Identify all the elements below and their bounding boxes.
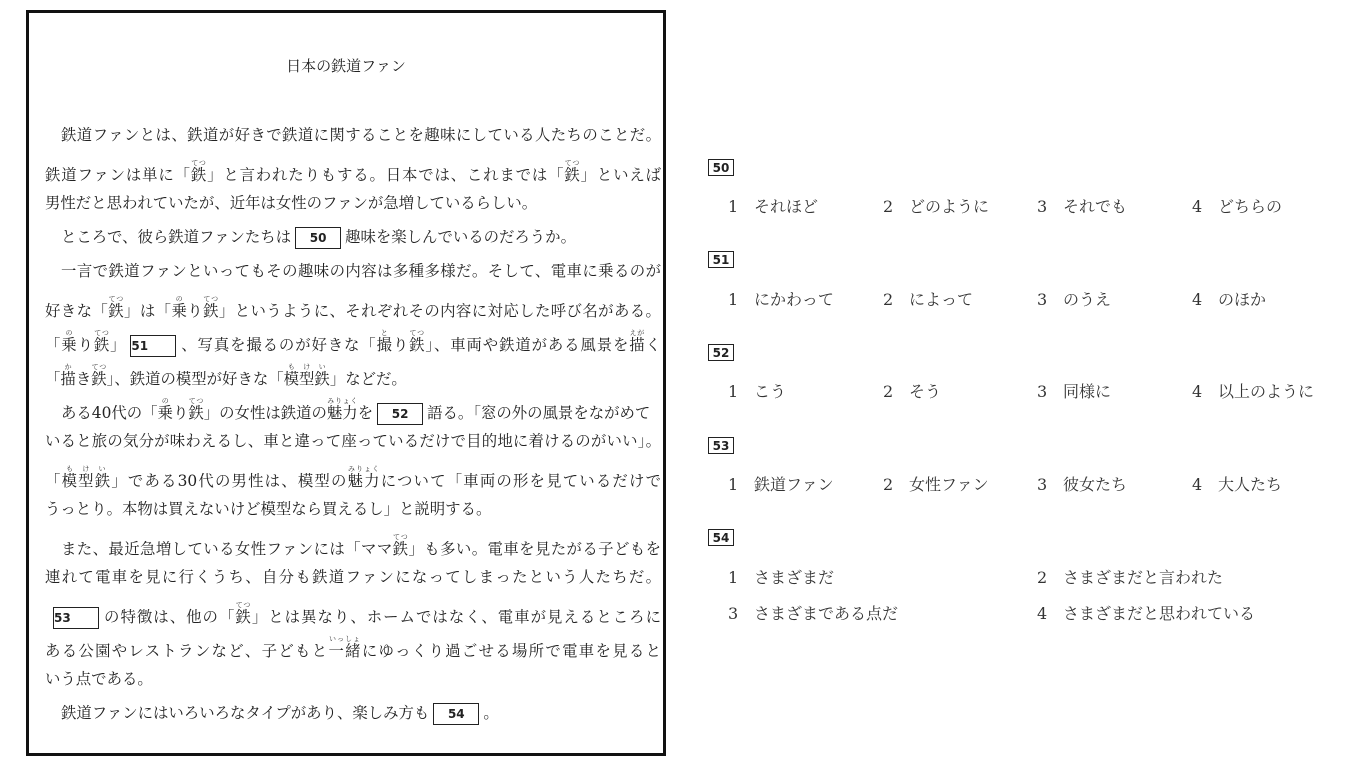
ruby-word: 魅力みりょく	[347, 465, 381, 490]
passage-line-14	[45, 567, 661, 587]
text-segment: 趣味を楽しんでいるのだろうか。	[345, 228, 576, 246]
ruby-word: 撮と	[376, 329, 393, 354]
passage-frame	[26, 10, 666, 756]
passage-line-4	[61, 227, 661, 249]
ruby-word: 鉄てつ	[190, 159, 208, 184]
passage-line-11	[45, 465, 661, 491]
text-segment: 、写真を撮るのが好きな「	[180, 336, 377, 354]
passage-line-6	[45, 295, 661, 321]
text-segment: 」も多い。電車を見たがる子どもを	[408, 540, 661, 558]
option-2[interactable]: 2 そう	[883, 382, 942, 401]
option-4[interactable]: 4 大人たち	[1192, 475, 1283, 494]
text-segment: 「	[45, 370, 61, 388]
passage-line-15	[45, 601, 661, 629]
option-4[interactable]: 4 どちらの	[1192, 197, 1283, 216]
ruby-word: 模型鉄もけい	[283, 363, 330, 388]
text-segment: く	[645, 336, 661, 354]
option-1[interactable]: 1 さまざまだ	[728, 568, 835, 587]
text-segment: にゆっくり過ごせる場所で電車を見ると	[361, 642, 661, 660]
text-segment: について「車両の形を見ているだけで	[380, 472, 661, 490]
text-segment: 一言で鉄道ファンといってもその趣味の内容は多種多様だ。そして、電車に乗るのが	[61, 262, 661, 280]
text-segment: り	[392, 336, 410, 354]
ruby-word: 描えが	[629, 329, 646, 354]
ruby-word: 魅力みりょく	[326, 397, 358, 422]
question-number: 54	[708, 529, 734, 546]
text-segment: 」である30代の男性は、模型の	[111, 472, 348, 490]
text-segment: 。	[483, 704, 499, 722]
passage-title: 日本の鉄道ファン	[286, 57, 406, 75]
text-segment: 」といえば	[580, 166, 661, 184]
text-segment: 男性だと思われていたが、近年は女性のファンが急増しているらしい。	[45, 194, 538, 212]
option-3[interactable]: 3 同様に	[1037, 382, 1112, 401]
text-segment: いう点である。	[45, 670, 153, 688]
question-number: 51	[708, 251, 734, 268]
option-1[interactable]: 1 こう	[728, 382, 787, 401]
blank-53: 53	[53, 607, 99, 629]
text-segment: り	[187, 302, 204, 320]
text-segment: 」の女性は鉄道の	[203, 404, 327, 422]
passage-line-2	[45, 159, 661, 185]
text-segment: 」は「	[124, 302, 172, 320]
text-segment: 」というように、それぞれその内容に対応した呼び名がある。	[218, 302, 661, 320]
text-segment: ある公園やレストランなど、子どもと	[45, 642, 329, 660]
passage-line-1	[61, 125, 661, 145]
ruby-word: 鉄てつ	[564, 159, 581, 184]
option-3[interactable]: 3 のうえ	[1037, 290, 1112, 309]
text-segment: り	[172, 404, 189, 422]
question-number: 50	[708, 159, 734, 176]
passage-line-13	[61, 533, 661, 559]
passage-line-9	[61, 397, 661, 425]
option-2[interactable]: 2 さまざまだと言われた	[1037, 568, 1224, 587]
text-segment: 」、鉄道の模型が好きな「	[106, 370, 284, 388]
text-segment: 鉄道ファンにはいろいろなタイプがあり、楽しみ方も	[61, 704, 430, 722]
text-segment: 鉄道ファンとは、鉄道が好きで鉄道に関することを趣味にしている人たちのことだ。	[61, 126, 661, 144]
passage-line-18	[61, 703, 661, 725]
text-segment: 」	[110, 336, 127, 354]
ruby-word: 鉄てつ	[91, 363, 107, 388]
text-segment: ある40代の「	[61, 404, 158, 422]
ruby-word: 鉄てつ	[392, 533, 409, 558]
ruby-word: 鉄てつ	[108, 295, 125, 320]
blank-51: 51	[130, 335, 176, 357]
text-segment: 」と言われたりもする。日本では、これまでは「	[207, 166, 565, 184]
text-segment: 」などだ。	[329, 370, 407, 388]
ruby-word: 乗の	[61, 329, 78, 354]
option-4[interactable]: 4 以上のように	[1192, 382, 1315, 401]
ruby-word: 鉄てつ	[188, 397, 204, 422]
passage-line-5	[61, 261, 661, 281]
passage-line-7	[45, 329, 661, 357]
blank-54: 54	[433, 703, 479, 725]
option-1[interactable]: 1 それほど	[728, 197, 819, 216]
option-3[interactable]: 3 さまざまである点だ	[728, 604, 899, 623]
passage-line-10	[45, 431, 661, 451]
passage-line-8	[45, 363, 661, 389]
text-segment: また、最近急増している女性ファンには「ママ	[61, 540, 393, 558]
blank-50: 50	[295, 227, 341, 249]
ruby-word: 鉄てつ	[235, 601, 252, 626]
text-segment: うっとり。本物は買えないけど模型なら買えるし」と説明する。	[45, 500, 492, 518]
option-2[interactable]: 2 どのように	[883, 197, 990, 216]
text-segment: き	[75, 370, 92, 388]
ruby-word: 鉄てつ	[203, 295, 219, 320]
text-segment: 鉄道ファンは単に「	[45, 166, 191, 184]
text-segment: ところで、彼ら鉄道ファンたちは	[61, 228, 292, 246]
ruby-word: 模型鉄もけい	[61, 465, 112, 490]
option-4[interactable]: 4 のほか	[1192, 290, 1267, 309]
text-segment: 」とは異なり、ホームではなく、電車が見えるところに	[251, 608, 661, 626]
option-3[interactable]: 3 彼女たち	[1037, 475, 1128, 494]
ruby-word: 一緒いっしょ	[328, 635, 362, 660]
passage-line-12	[45, 499, 661, 519]
text-segment: いると旅の気分が味わえるし、車と違って座っているだけで目的地に着けるのがいい」。	[45, 432, 661, 450]
question-number: 52	[708, 344, 734, 361]
text-segment: 好きな「	[45, 302, 109, 320]
option-1[interactable]: 1 にかわって	[728, 290, 834, 309]
option-1[interactable]: 1 鉄道ファン	[728, 475, 834, 494]
question-number: 53	[708, 437, 734, 454]
ruby-word: 乗の	[157, 397, 173, 422]
text-segment: り	[77, 336, 94, 354]
ruby-word: 鉄てつ	[409, 329, 426, 354]
text-segment: 「	[45, 336, 62, 354]
passage-line-17	[45, 669, 661, 689]
option-2[interactable]: 2 女性ファン	[883, 475, 989, 494]
text-segment: 語る。「窓の外の風景をながめて	[427, 404, 651, 422]
option-2[interactable]: 2 によって	[883, 290, 974, 309]
text-segment: 」、車両や鉄道がある風景を	[425, 336, 630, 354]
passage-line-16	[45, 635, 661, 661]
passage-line-3	[45, 193, 661, 213]
ruby-word: 乗の	[171, 295, 188, 320]
text-segment: の特徴は、他の「	[103, 608, 236, 626]
blank-52: 52	[377, 403, 423, 425]
ruby-word: 描か	[60, 363, 76, 388]
option-3[interactable]: 3 それでも	[1037, 197, 1128, 216]
text-segment: を	[357, 404, 374, 422]
text-segment: 連れて電車を見に行くうち、自分も鉄道ファンになってしまったという人たちだ。	[45, 568, 661, 586]
ruby-word: 鉄てつ	[93, 329, 111, 354]
option-4[interactable]: 4 さまざまだと思われている	[1037, 604, 1256, 623]
text-segment: 「	[45, 472, 62, 490]
